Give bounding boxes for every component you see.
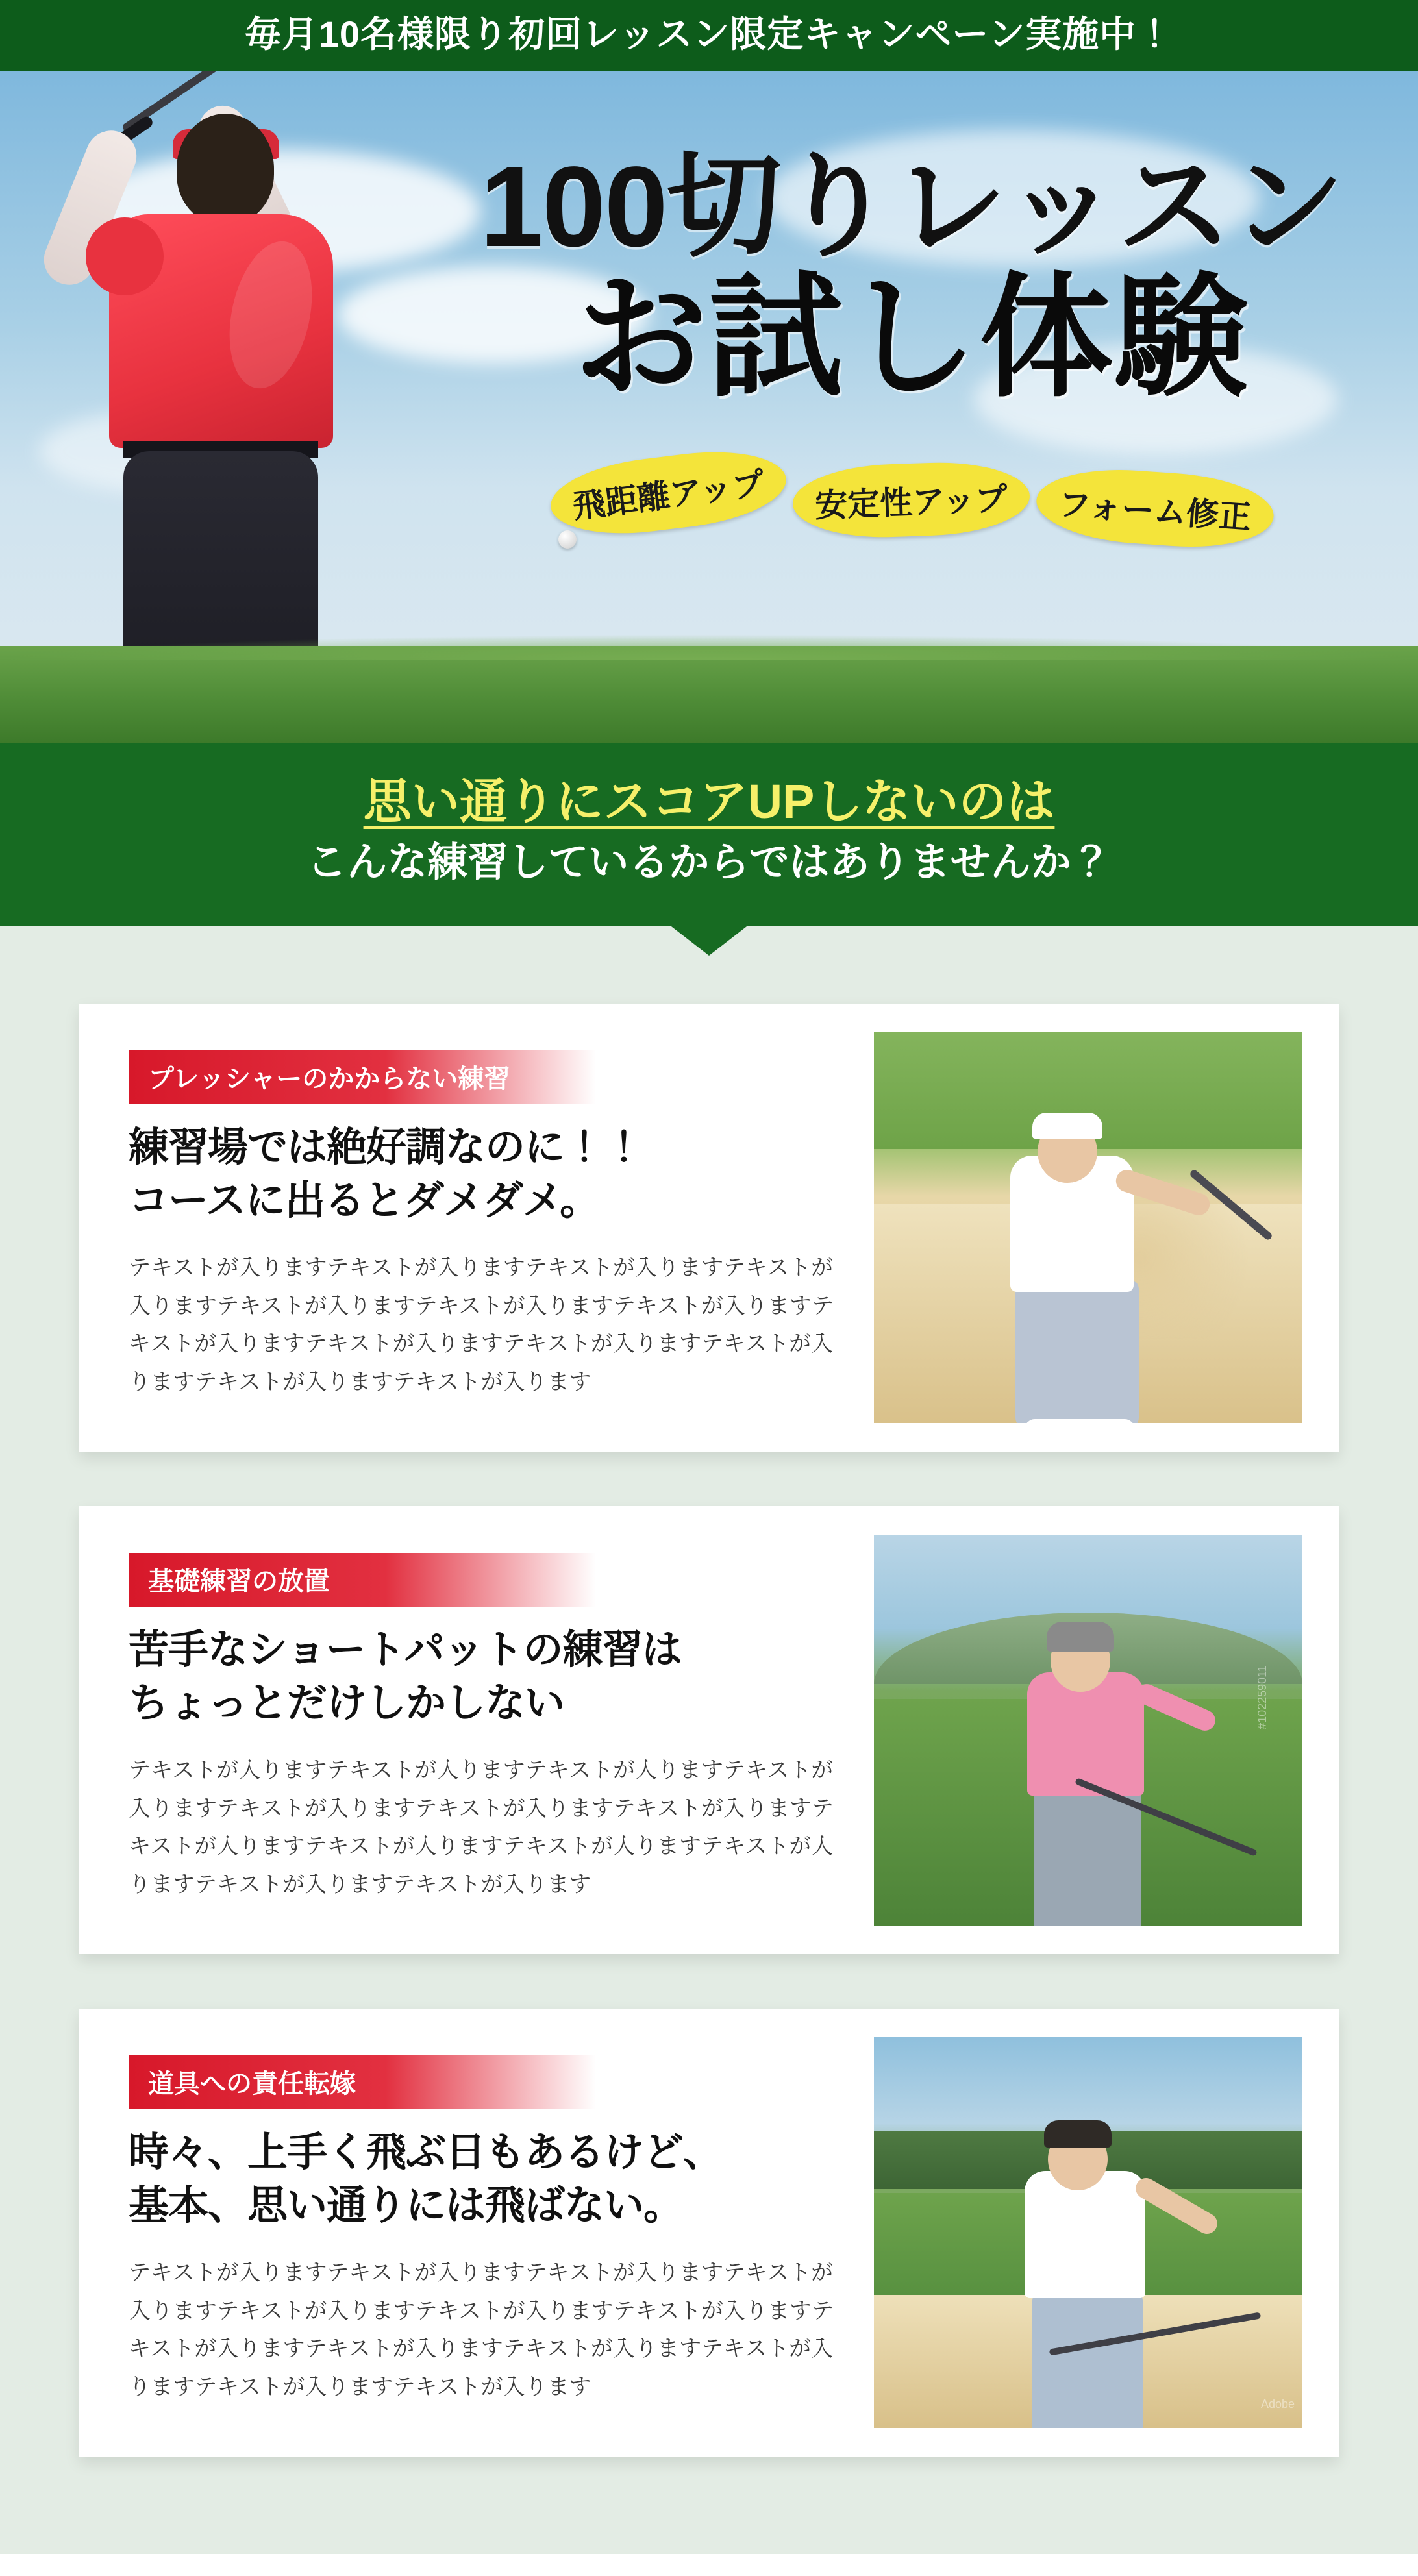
problem-card-body: [79, 2009, 874, 2457]
problem-card: [79, 2009, 1339, 2457]
problem-card-title-line-2: 基本、思い通りには飛ばない。: [129, 2183, 684, 2228]
campaign-banner: [0, 0, 1418, 71]
problem-card-title-line-2: ちょっとだけしかしない: [129, 1680, 565, 1726]
down-arrow-icon: [669, 924, 749, 956]
photo-golfer-body: [1025, 2171, 1145, 2298]
hero-headline-secondary: お試し体験: [573, 263, 1249, 413]
question-line-2: こんな練習しているからではありませんか？: [306, 840, 1112, 886]
photo-golfer-legs: [1015, 1279, 1139, 1423]
problem-card-image: [874, 1535, 1302, 1926]
problem-card-image: [874, 2037, 1302, 2428]
photo-golfer-shoe: [1025, 1419, 1135, 1423]
problem-card-image: [874, 1032, 1302, 1423]
photo-golfer-hair: [1044, 2120, 1112, 2148]
photo-watermark: #102259011: [1256, 1665, 1269, 1730]
hero-headline-primary: 100切りレッスン: [480, 143, 1343, 271]
golfer-sleeve: [86, 217, 164, 295]
problem-card-tag: 道具への責任転嫁: [129, 2055, 596, 2109]
hero-copy: [444, 143, 1379, 545]
photo-golfer-cap: [1032, 1113, 1102, 1139]
campaign-banner-text: 毎月10名様限り初回レッスン限定キャンペーン実施中！: [244, 14, 1174, 55]
problem-card: [79, 1004, 1339, 1452]
hero-section: [0, 71, 1418, 743]
problem-card-text: テキストが入りますテキストが入りますテキストが入りますテキストが入りますテキストが入りますテキストが入りますテキストが入りますテキストが入りますテキストが入りますテキストが入りますテキストが入りますテキストが入りますテキストが入ります: [129, 1758, 834, 1897]
problem-card-title: [129, 2126, 848, 2233]
golfer-head: [177, 114, 274, 224]
question-band: [0, 743, 1418, 926]
photo-golfer-hair: [1047, 1622, 1114, 1652]
problem-card-tag: 基礎練習の放置: [129, 1553, 596, 1607]
problem-card-tag: プレッシャーのかからない練習: [129, 1050, 596, 1104]
photo-golfer-legs: [1032, 2292, 1143, 2428]
problem-card-text: テキストが入りますテキストが入りますテキストが入りますテキストが入りますテキストが入りますテキストが入りますテキストが入りますテキストが入りますテキストが入りますテキストが入りますテキストが入りますテキストが入りますテキストが入ります: [129, 2260, 834, 2399]
hero-badge-list: [444, 441, 1379, 545]
problem-card-title-line-1: 練習場では絶好調なのに！！: [129, 1124, 644, 1170]
problem-card-title-line-1: 苦手なショートパットの練習は: [129, 1627, 682, 1672]
problem-card-title-line-2: コースに出るとダメダメ。: [129, 1178, 600, 1223]
problem-card-title-line-1: 時々、上手く飛ぶ日もあるけど、: [129, 2129, 723, 2175]
grass-strip: [0, 646, 1418, 743]
problem-card: [79, 1506, 1339, 1954]
hero-badge: フォーム修正: [1034, 464, 1275, 553]
photo-watermark: Adobe: [1260, 2397, 1295, 2410]
hero-badge: 飛距離アップ: [546, 442, 790, 543]
problem-card-title: [129, 1121, 848, 1228]
problem-card-list: [0, 926, 1418, 2554]
problem-card-body: [79, 1004, 874, 1452]
problem-card-text: テキストが入りますテキストが入りますテキストが入りますテキストが入りますテキストが入りますテキストが入りますテキストが入りますテキストが入りますテキストが入りますテキストが入りますテキストが入りますテキストが入りますテキストが入ります: [129, 1256, 834, 1394]
problem-card-body: [79, 1506, 874, 1954]
hero-badge: 安定性アップ: [791, 460, 1030, 541]
question-line-1: 思い通りにスコアUPしないのは: [363, 774, 1055, 828]
problem-card-title: [129, 1624, 848, 1730]
photo-golfer-legs: [1034, 1789, 1141, 1926]
